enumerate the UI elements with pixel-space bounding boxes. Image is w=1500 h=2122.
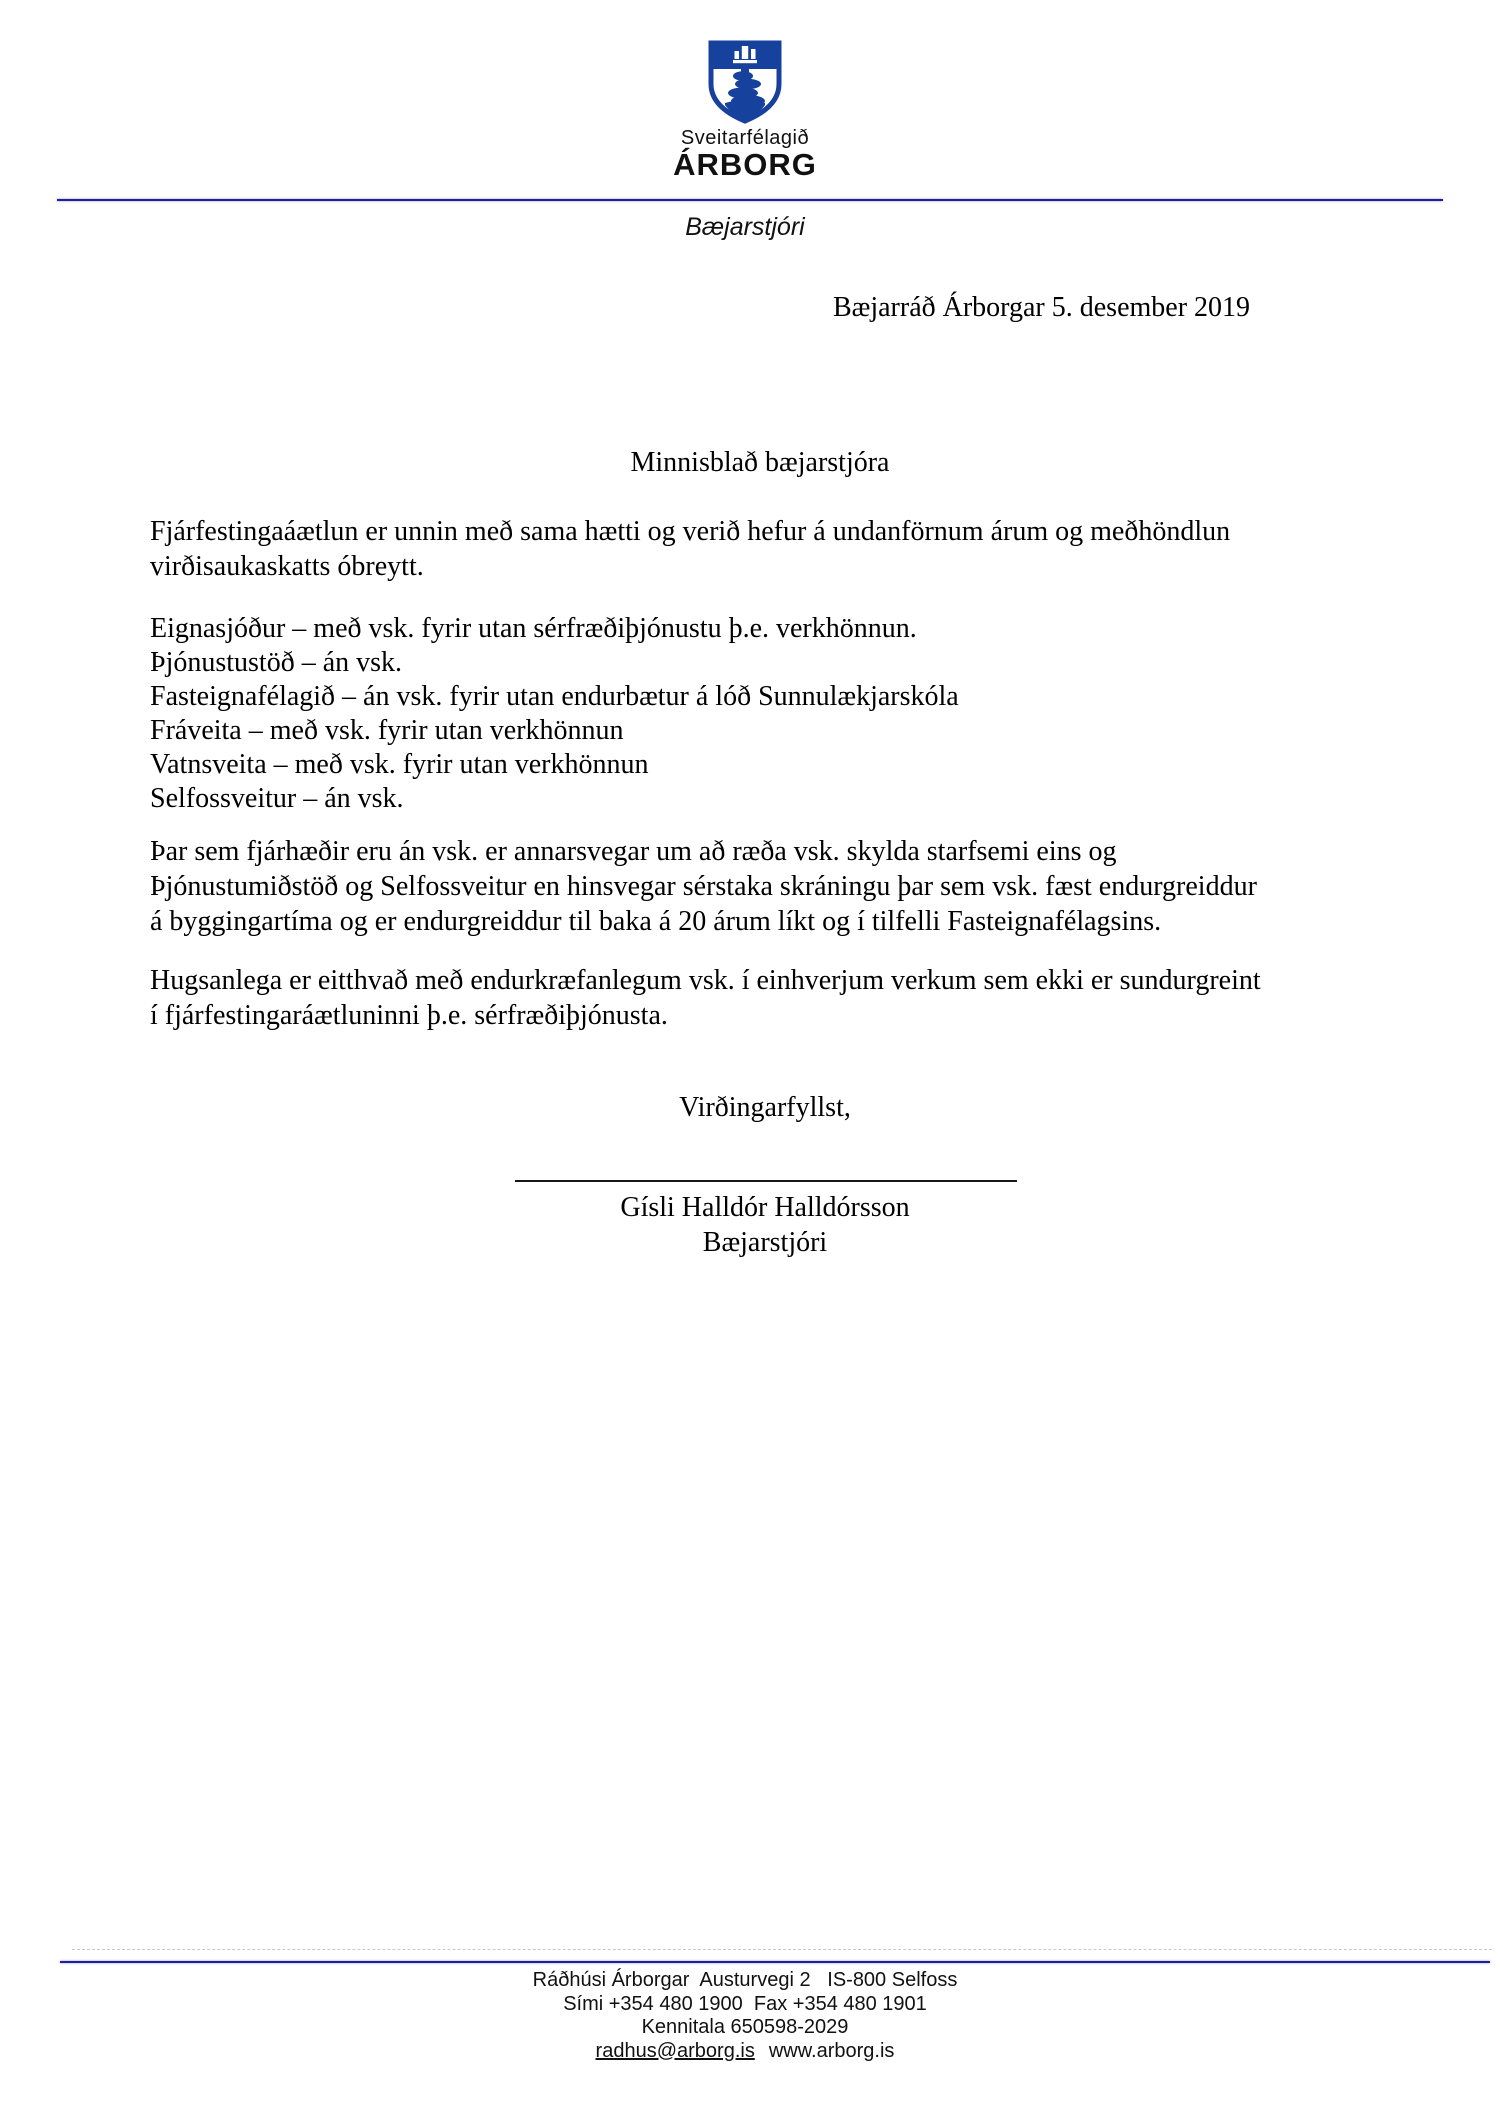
- list-item: Fasteignafélagið – án vsk. fyrir utan endurbætur á lóð Sunnulækjarskóla: [150, 681, 959, 712]
- paragraph-3: [150, 963, 1420, 1033]
- text-line: Fjárfestingaáætlun er unnin með sama hætti og verið hefur á undanförnum árum og meðhöndlun: [150, 516, 1231, 547]
- footer: [0, 1969, 1490, 2063]
- office-title: Bæjarstjóri: [685, 213, 805, 241]
- text-line: í fjárfestingaráætluninni þ.e. sérfræðiþjónusta.: [150, 1000, 668, 1031]
- footer-dashed-rule: [72, 1949, 1492, 1950]
- text-line: Þar sem fjárhæðir eru án vsk. er annarsvegar um að ræða vsk. skylda starfsemi eins og: [150, 836, 1117, 867]
- paragraph-2: [150, 834, 1420, 939]
- signatory-role: Bæjarstjóri: [702, 1227, 828, 1258]
- letter-body: [150, 514, 1420, 1033]
- signature-line: [515, 1180, 1017, 1182]
- paragraph-1: [150, 514, 1420, 584]
- text-line: Þjónustumiðstöð og Selfossveitur en hinsvegar sérstaka skráningu þar sem vsk. fæst endurgreiddur: [150, 871, 1257, 902]
- arborg-shield-icon: [708, 40, 782, 124]
- footer-links: [0, 2040, 1490, 2064]
- signatory-name: Gísli Halldór Halldórsson: [620, 1192, 910, 1223]
- closing-salutation: Virðingarfyllst,: [679, 1092, 851, 1123]
- text-line: Hugsanlega er eitthvað með endurkræfanlegum vsk. í einhverjum verkum sem ekki er sundurgreint: [150, 965, 1261, 996]
- memo-title: Minnisblað bæjarstjóra: [630, 447, 890, 478]
- website-text: www.arborg.is: [768, 2039, 895, 2062]
- footer-rule: [60, 1961, 1490, 1963]
- list-item: Þjónustustöð – án vsk.: [150, 647, 403, 678]
- list-item: Vatnsveita – með vsk. fyrir utan verkhönnun: [150, 749, 649, 780]
- text-line: á byggingartíma og er endurgreiddur til baka á 20 árum líkt og í tilfelli Fasteignafélagsins.: [150, 906, 1162, 937]
- email-link[interactable]: radhus@arborg.is: [595, 2039, 755, 2062]
- text-line: virðisaukaskatts óbreytt.: [150, 551, 424, 582]
- org-name-top: Sveitarfélagið: [680, 127, 810, 149]
- footer-kennitala: Kennitala 650598-2029: [641, 2016, 849, 2038]
- investment-list: [150, 612, 1420, 816]
- list-item: Fráveita – með vsk. fyrir utan verkhönnun: [150, 715, 624, 746]
- list-item: Selfossveitur – án vsk.: [150, 783, 404, 814]
- header-rule: [57, 199, 1443, 201]
- footer-address: Ráðhúsi Árborgar Austurvegi 2 IS-800 Selfoss: [532, 1969, 958, 1991]
- list-item: Eignasjóður – með vsk. fyrir utan sérfræðiþjónustu þ.e. verkhönnun.: [150, 613, 917, 644]
- header-logo: [0, 40, 1490, 181]
- footer-phone-fax: Sími +354 480 1900 Fax +354 480 1901: [563, 1992, 927, 2015]
- date-line: Bæjarráð Árborgar 5. desember 2019: [833, 292, 1251, 323]
- org-name-main: ÁRBORG: [673, 147, 817, 182]
